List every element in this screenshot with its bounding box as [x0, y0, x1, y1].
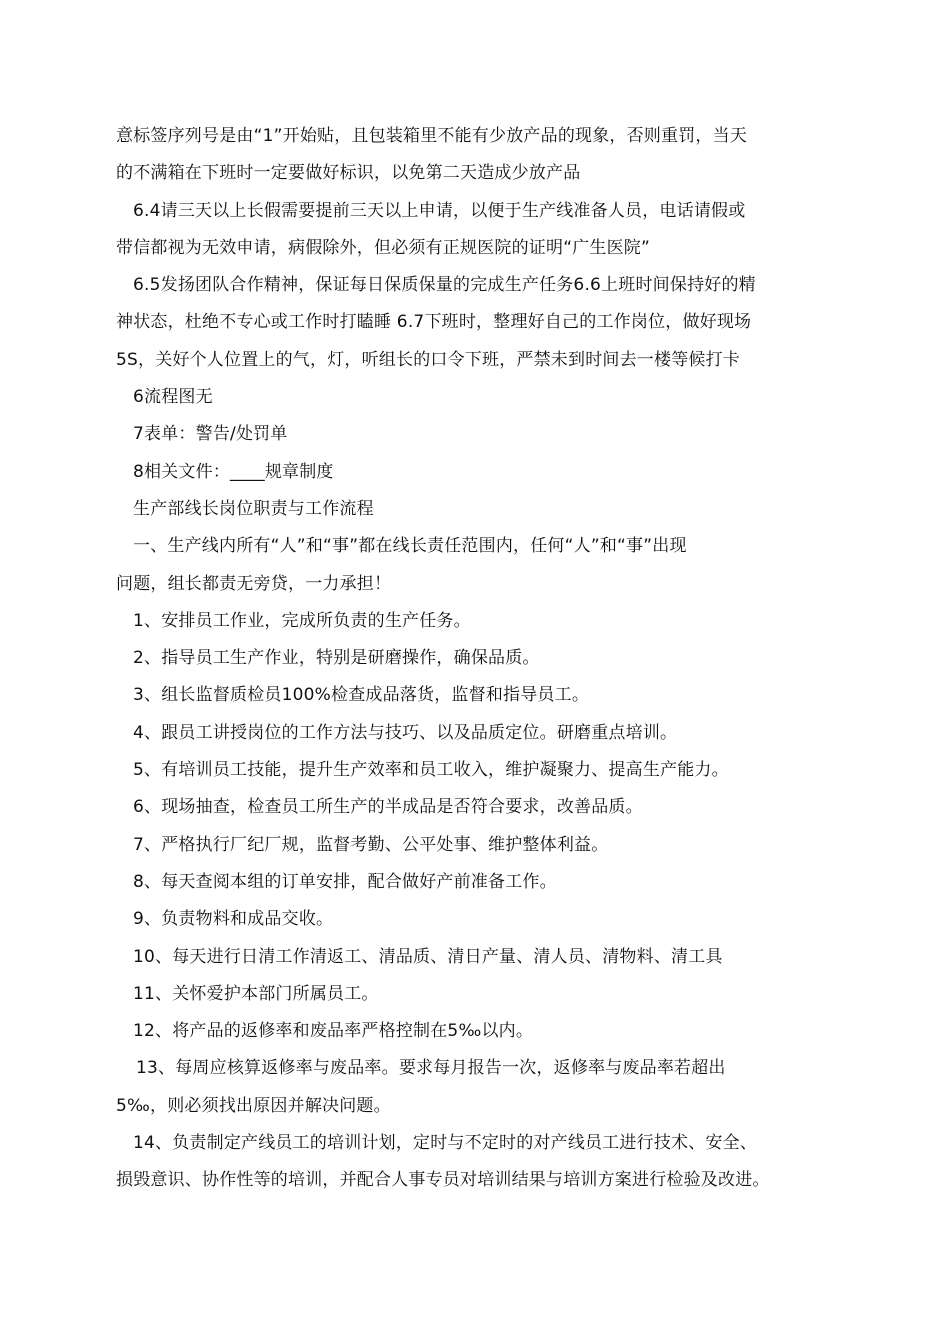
list-item: 1、安排员工作业，完成所负责的生产任务。	[133, 610, 471, 631]
list-item: 2、指导员工生产作业，特别是研磨操作，确保品质。	[133, 648, 540, 669]
list-item: 7、严格执行厂纪厂规，监督考勤、公平处事、维护整体利益。	[133, 834, 609, 855]
text-line: 带信都视为无效申请，病假除外，但必须有正规医院的证明“广生医院”	[116, 237, 651, 258]
text-line: 神状态，杜绝不专心或工作时打瞌睡 6.7下班时，整理好自己的工作岗位，做好现场	[116, 312, 752, 333]
list-item: 14、负责制定产线员工的培训计划，定时与不定时的对产线员工进行技术、安全、	[133, 1133, 758, 1154]
text-line: 5‰，则必须找出原因并解决问题。	[116, 1095, 391, 1116]
list-item: 11、关怀爱护本部门所属员工。	[133, 983, 379, 1004]
list-item: 12、将产品的返修率和废品率严格控制在5‰以内。	[133, 1021, 534, 1042]
text-line: 6.5发扬团队合作精神，保证每日保质保量的完成生产任务6.6上班时间保持好的精	[133, 275, 756, 296]
section-heading: 7表单：警告/处罚单	[133, 424, 288, 445]
list-item: 5、有培训员工技能，提升生产效率和员工收入，维护凝聚力、提高生产能力。	[133, 760, 729, 781]
list-item: 3、组长监督质检员100%检查成品落货，监督和指导员工。	[133, 685, 590, 706]
list-item: 13、每周应核算返修率与废品率。要求每月报告一次，返修率与废品率若超出	[136, 1058, 726, 1079]
section-heading: 8相关文件：____规章制度	[133, 461, 334, 482]
list-item: 10、每天进行日清工作清返工、清品质、清日产量、清人员、清物料、清工具	[133, 946, 723, 967]
text-line: 意标签序列号是由“1”开始贴，且包装箱里不能有少放产品的现象，否则重罚，当天	[116, 126, 748, 146]
document-body	[116, 118, 856, 1200]
list-item: 9、负责物料和成品交收。	[133, 909, 334, 930]
text-line: 损毁意识、协作性等的培训，并配合人事专员对培训结果与培训方案进行检验及改进。	[116, 1170, 770, 1191]
list-item: 4、跟员工讲授岗位的工作方法与技巧、以及品质定位。研磨重点培训。	[133, 722, 678, 743]
document-title: 生产部线长岗位职责与工作流程	[133, 498, 374, 519]
list-item: 8、每天查阅本组的订单安排，配合做好产前准备工作。	[133, 871, 557, 892]
text-line: 一、生产线内所有“人”和“事”都在线长责任范围内，任何“人”和“事”出现	[133, 536, 687, 557]
section-heading: 6流程图无	[133, 387, 213, 408]
text-line: 5S，关好个人位置上的气，灯，听组长的口令下班，严禁未到时间去一楼等候打卡	[116, 349, 741, 370]
text-line: 的不满箱在下班时一定要做好标识，以免第二天造成少放产品	[116, 163, 581, 184]
list-item: 6、现场抽查，检查员工所生产的半成品是否符合要求，改善品质。	[133, 797, 643, 818]
text-line: 6.4请三天以上长假需要提前三天以上申请，以便于生产线准备人员，电话请假或	[133, 200, 746, 221]
text-line: 问题，组长都责无旁贷，一力承担！	[116, 573, 392, 594]
